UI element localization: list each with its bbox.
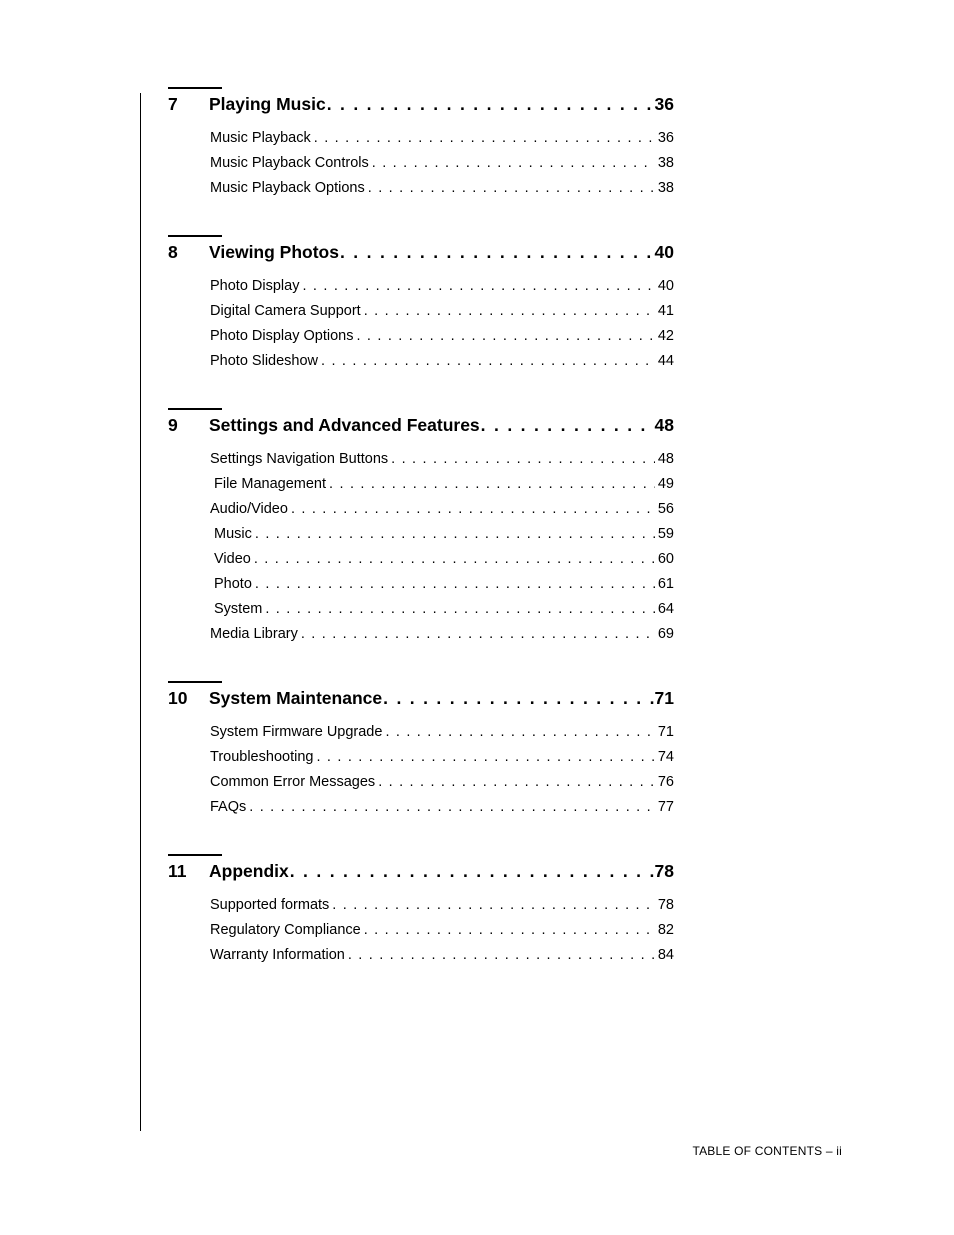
dot-leader (265, 601, 655, 617)
toc-entry[interactable] (210, 130, 674, 155)
entry-page-number: 78 (657, 897, 674, 913)
dot-leader (316, 749, 654, 765)
chapter-title: Settings and Advanced Features (209, 415, 480, 435)
entry-label: Warranty Information (210, 947, 345, 963)
chapter-heading[interactable] (168, 688, 674, 710)
chapter-number: 8 (168, 242, 178, 262)
chapter-rule (168, 681, 222, 683)
dot-leader (383, 688, 653, 709)
dot-leader (302, 278, 654, 294)
toc-entry[interactable] (210, 501, 674, 526)
entry-list (168, 278, 674, 378)
chapter-rule (168, 235, 222, 237)
entry-page-number: 74 (657, 749, 674, 765)
entry-page-number: 49 (657, 476, 674, 492)
entry-label: Common Error Messages (210, 774, 376, 790)
entry-label: Settings Navigation Buttons (210, 451, 389, 467)
dot-leader (385, 724, 654, 740)
toc-entry[interactable] (210, 626, 674, 651)
dot-leader (391, 451, 655, 467)
margin-rule (140, 93, 141, 1131)
toc-entry[interactable] (210, 551, 674, 576)
toc-entry[interactable] (210, 278, 674, 303)
entry-label: Music (214, 526, 252, 542)
entry-list (168, 130, 674, 205)
chapter-number: 7 (168, 94, 178, 114)
dot-leader (364, 922, 655, 938)
entry-page-number: 56 (657, 501, 674, 517)
chapter-section (168, 854, 674, 972)
entry-page-number: 59 (657, 526, 674, 542)
entry-page-number: 44 (657, 353, 674, 369)
chapter-page-number: 78 (654, 861, 674, 881)
toc-entry[interactable] (210, 451, 674, 476)
entry-page-number: 48 (657, 451, 674, 467)
chapter-section (168, 87, 674, 205)
page-footer: TABLE OF CONTENTS – ii (692, 1144, 842, 1158)
dot-leader (481, 415, 654, 436)
chapter-number: 10 (168, 688, 188, 708)
entry-label: Video (214, 551, 251, 567)
chapter-page-number: 40 (654, 242, 674, 262)
toc-entry[interactable] (210, 155, 674, 180)
entry-label: Troubleshooting (210, 749, 314, 765)
entry-label: FAQs (210, 799, 247, 815)
entry-label: Audio/Video (210, 501, 288, 517)
chapter-section (168, 235, 674, 378)
toc-entry[interactable] (210, 576, 674, 601)
toc-entry[interactable] (210, 724, 674, 749)
entry-page-number: 64 (657, 601, 674, 617)
toc-entry[interactable] (210, 526, 674, 551)
toc-entry[interactable] (210, 353, 674, 378)
entry-page-number: 69 (657, 626, 674, 642)
chapter-heading[interactable] (168, 861, 674, 883)
chapter-page-number: 48 (654, 415, 674, 435)
entry-page-number: 60 (657, 551, 674, 567)
toc-entry[interactable] (210, 897, 674, 922)
dot-leader (356, 328, 654, 344)
chapter-section (168, 408, 674, 651)
toc-entry[interactable] (210, 601, 674, 626)
dot-leader (368, 180, 655, 196)
entry-page-number: 38 (657, 180, 674, 196)
dot-leader (314, 130, 655, 146)
entry-label: Photo Slideshow (210, 353, 319, 369)
chapter-rule (168, 854, 222, 856)
chapter-number: 11 (168, 861, 187, 881)
dot-leader (255, 526, 655, 542)
chapter-title: Viewing Photos (209, 242, 339, 262)
toc-entry[interactable] (210, 476, 674, 501)
entry-page-number: 38 (657, 155, 674, 171)
entry-page-number: 41 (657, 303, 674, 319)
entry-label: Photo Display (210, 278, 300, 294)
entry-list (168, 451, 674, 651)
entry-label: Media Library (210, 626, 298, 642)
entry-page-number: 76 (657, 774, 674, 790)
entry-label: Photo Display Options (210, 328, 354, 344)
entry-label: System (214, 601, 263, 617)
entry-page-number: 71 (657, 724, 674, 740)
chapter-rule (168, 87, 222, 89)
toc-entry[interactable] (210, 799, 674, 824)
dot-leader (301, 626, 655, 642)
chapter-title: Playing Music (209, 94, 326, 114)
entry-label: System Firmware Upgrade (210, 724, 383, 740)
chapter-heading[interactable] (168, 415, 674, 437)
chapter-page-number: 36 (654, 94, 674, 114)
chapter-heading[interactable] (168, 242, 674, 264)
entry-label: Music Playback Options (210, 180, 365, 196)
dot-leader (340, 242, 654, 263)
chapter-number: 9 (168, 415, 178, 435)
chapter-title: System Maintenance (209, 688, 383, 708)
dot-leader (249, 799, 655, 815)
dot-leader (348, 947, 655, 963)
entry-page-number: 36 (657, 130, 674, 146)
toc-entry[interactable] (210, 180, 674, 205)
dot-leader (372, 155, 655, 171)
dot-leader (255, 576, 655, 592)
dot-leader (332, 897, 655, 913)
chapter-section (168, 681, 674, 824)
entry-page-number: 84 (657, 947, 674, 963)
entry-list (168, 897, 674, 972)
entry-page-number: 77 (657, 799, 674, 815)
chapter-rule (168, 408, 222, 410)
entry-label: Regulatory Compliance (210, 922, 361, 938)
chapter-page-number: 71 (654, 688, 674, 708)
toc-entry[interactable] (210, 922, 674, 947)
toc-entry[interactable] (210, 774, 674, 799)
entry-label: Supported formats (210, 897, 330, 913)
dot-leader (329, 476, 655, 492)
entry-list (168, 724, 674, 824)
entry-page-number: 40 (657, 278, 674, 294)
toc-entry[interactable] (210, 328, 674, 353)
dot-leader (378, 774, 655, 790)
dot-leader (291, 501, 655, 517)
entry-label: Digital Camera Support (210, 303, 361, 319)
dot-leader (364, 303, 655, 319)
entry-label: Music Playback (210, 130, 311, 146)
entry-page-number: 42 (657, 328, 674, 344)
chapter-title: Appendix (209, 861, 289, 881)
dot-leader (327, 94, 654, 115)
dot-leader (290, 861, 654, 882)
toc-entry[interactable] (210, 947, 674, 972)
entry-label: Music Playback Controls (210, 155, 369, 171)
chapter-heading[interactable] (168, 94, 674, 116)
entry-label: Photo (214, 576, 252, 592)
entry-page-number: 82 (657, 922, 674, 938)
toc-entry[interactable] (210, 749, 674, 774)
entry-page-number: 61 (657, 576, 674, 592)
entry-label: File Management (214, 476, 327, 492)
dot-leader (254, 551, 655, 567)
table-of-contents (168, 87, 674, 1002)
toc-entry[interactable] (210, 303, 674, 328)
dot-leader (321, 353, 655, 369)
